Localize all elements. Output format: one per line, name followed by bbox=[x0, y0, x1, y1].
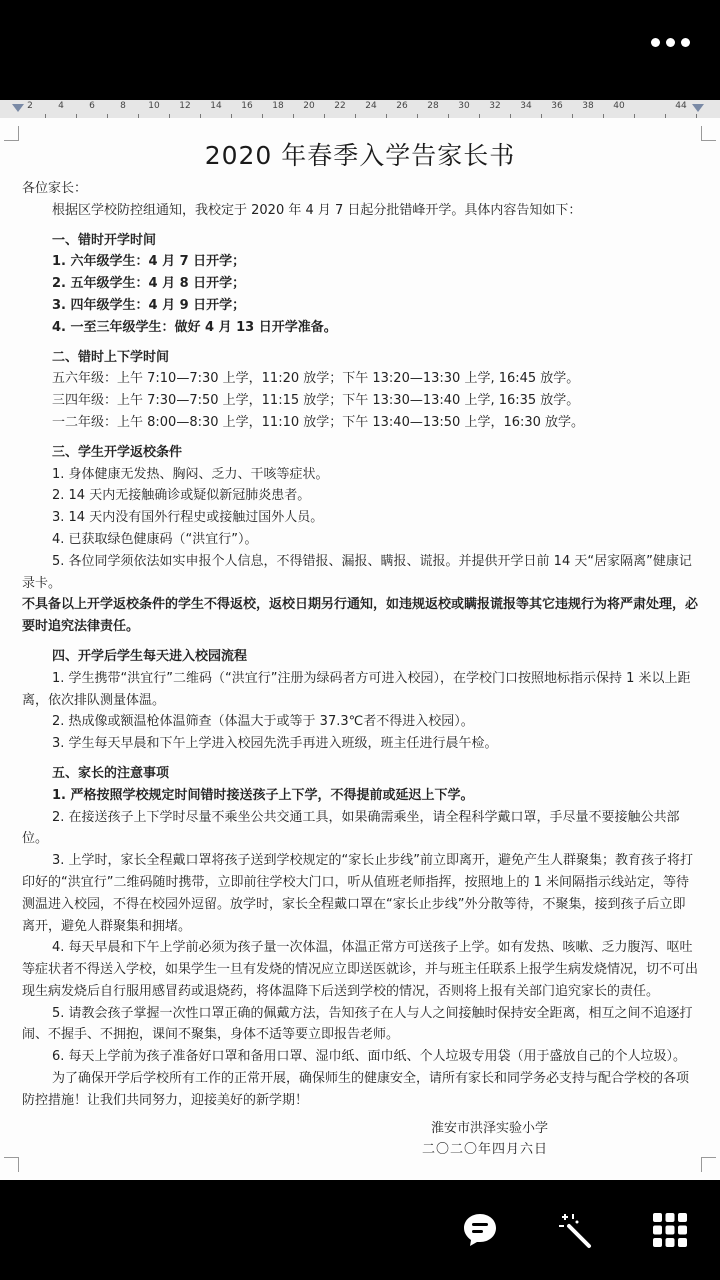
ruler-number: 30 bbox=[458, 101, 470, 111]
ruler-number: 4 bbox=[58, 101, 64, 111]
ruler-number: 26 bbox=[396, 101, 408, 111]
document-line: 3. 上学时，家长全程戴口罩将孩子送到学校规定的“家长止步线”前立即离开，避免产生人群聚集；教育孩子将打印好的“洪宜行”二维码随时携带，立即前往学校大门口，听从值班老师指挥，按照地上的 1 米间隔指示线站定，等待测温进入校园，不得在校园外逗留。放学时，家长全程戴口罩在“家长止步线”外分散等待，不聚集，接到孩子后立即离开，避免人群聚集和拥堵。 bbox=[22, 853, 694, 934]
ruler-number: 34 bbox=[520, 101, 532, 111]
ruler-number: 16 bbox=[241, 101, 253, 111]
edit-icon[interactable] bbox=[460, 1210, 500, 1250]
ruler-scale bbox=[20, 100, 720, 118]
document-line: 5. 各位同学须依法如实申报个人信息，不得错报、漏报、瞒报、谎报。并提供开学日前 14 天“居家隔离”健康记录卡。 bbox=[22, 553, 692, 591]
document-line: 不具备以上开学返校条件的学生不得返校，返校日期另行通知，如违规返校或瞒报谎报等其它违规行为将严肃处理，必要时追究法律责任。 bbox=[22, 597, 699, 635]
document-line: 各位家长： bbox=[22, 181, 88, 196]
ruler-number: 18 bbox=[272, 101, 284, 111]
document-body bbox=[22, 178, 698, 1112]
ruler-number: 6 bbox=[89, 101, 95, 111]
document-line: 为了确保开学后学校所有工作的正常开展，确保师生的健康安全，请所有家长和同学务必支持与配合学校的各项防控措施！让我们共同努力，迎接美好的新学期！ bbox=[22, 1071, 690, 1108]
document-line: 3. 14 天内没有国外行程史或接触过国外人员。 bbox=[52, 510, 324, 526]
ruler-number: 28 bbox=[427, 101, 439, 111]
document-line: 6. 每天上学前为孩子准备好口罩和备用口罩、湿巾纸、面巾纸、个人垃圾专用袋（用于盛放自己的个人垃圾）。 bbox=[52, 1049, 687, 1065]
document-line: 一二年级：上午 8:00—8:30 上学，11:10 放学；下午 13:40—13:50 上学，16:30 放学。 bbox=[52, 414, 585, 430]
document-content bbox=[22, 136, 698, 1161]
right-indent-marker[interactable] bbox=[692, 104, 704, 112]
ruler-number: 40 bbox=[613, 101, 625, 111]
document-page bbox=[0, 118, 720, 1180]
ruler-number: 38 bbox=[582, 101, 594, 111]
document-line: 5. 请教会孩子掌握一次性口罩正确的佩戴方法，告知孩子在人与人之间接触时保持安全距离，相互之间不追逐打闹、不握手、不拥抱，课间不聚集，身体不适等要立即报告老师。 bbox=[22, 1005, 693, 1043]
section-heading: 四、开学后学生每天进入校园流程 bbox=[52, 648, 248, 664]
signature-date: 二〇二〇年四月六日 bbox=[421, 1142, 548, 1158]
document-line: 根据区学校防控组通知，我校定于 2020 年 4 月 7 日起分批错峰开学。具体内容告知如下： bbox=[52, 202, 582, 218]
margin-corner-mark bbox=[4, 126, 19, 141]
section-heading: 一、错时开学时间 bbox=[52, 232, 157, 248]
ruler-number: 32 bbox=[489, 101, 501, 111]
grid-icon[interactable] bbox=[650, 1210, 690, 1250]
more-icon[interactable] bbox=[651, 38, 690, 52]
document-line: 2. 热成像或额温枪体温筛查（体温大于或等于 37.3℃者不得进入校园）。 bbox=[52, 714, 474, 730]
ruler-number: 2 bbox=[27, 101, 33, 111]
margin-corner-mark bbox=[4, 1157, 19, 1172]
top-bar bbox=[0, 0, 720, 100]
document-line: 4. 已获取绿色健康码（“洪宜行”）。 bbox=[52, 531, 258, 547]
document-line: 1. 严格按照学校规定时间错时接送孩子上下学，不得提前或延迟上下学。 bbox=[52, 787, 474, 803]
document-line: 1. 身体健康无发热、胸闷、乏力、干咳等症状。 bbox=[52, 466, 329, 482]
margin-corner-mark bbox=[701, 126, 716, 141]
section-heading: 二、错时上下学时间 bbox=[52, 349, 170, 365]
document-line: 2. 在接送孩子上下学时尽量不乘坐公共交通工具，如果确需乘坐，请全程科学戴口罩，手尽量不要接触公共部位。 bbox=[22, 809, 680, 847]
document-line: 三四年级：上午 7:30—7:50 上学，11:15 放学；下午 13:30—13:40 上学, 16:35 放学。 bbox=[52, 393, 580, 409]
ruler-number: 24 bbox=[365, 101, 377, 111]
ruler-number: 10 bbox=[148, 101, 160, 111]
document-line: 2. 14 天内无接触确诊或疑似新冠肺炎患者。 bbox=[52, 488, 311, 504]
ruler-number: 36 bbox=[551, 101, 563, 111]
document-line: 1. 六年级学生：4 月 7 日开学； bbox=[52, 254, 246, 270]
magic-wand-icon[interactable] bbox=[555, 1210, 595, 1250]
section-heading: 五、家长的注意事项 bbox=[52, 765, 170, 781]
document-line: 1. 学生携带“洪宜行”二维码（“洪宜行”注册为绿码者方可进入校园），在学校门口按照地标指示保持 1 米以上距离，依次排队测量体温。 bbox=[22, 670, 691, 708]
ruler-number: 12 bbox=[179, 101, 191, 111]
document-line: 五六年级：上午 7:10—7:30 上学，11:20 放学；下午 13:20—13:30 上学, 16:45 放学。 bbox=[52, 371, 580, 387]
ruler-number: 22 bbox=[334, 101, 346, 111]
ruler-number: 14 bbox=[210, 101, 222, 111]
ruler-number: 44 bbox=[675, 101, 687, 111]
section-heading: 三、学生开学返校条件 bbox=[52, 444, 183, 460]
document-line: 2. 五年级学生：4 月 8 日开学； bbox=[52, 276, 246, 292]
ruler-number: 8 bbox=[120, 101, 126, 111]
document-line: 3. 学生每天早晨和下午上学进入校园先洗手再进入班级，班主任进行晨午检。 bbox=[52, 736, 498, 752]
ruler-number: 20 bbox=[303, 101, 315, 111]
document-title: 2020 年春季入学告家长书 bbox=[204, 141, 516, 170]
document-line: 3. 四年级学生：4 月 9 日开学； bbox=[52, 297, 246, 313]
signature-school: 淮安市洪泽实验小学 bbox=[430, 1120, 548, 1136]
margin-corner-mark bbox=[701, 1157, 716, 1172]
document-line: 4. 一至三年级学生：做好 4 月 13 日开学准备。 bbox=[52, 319, 337, 335]
document-line: 4. 每天早晨和下午上学前必须为孩子量一次体温，体温正常方可送孩子上学。如有发热、咳嗽、乏力腹泻、呕吐等症状者不得送入学校，如果学生一旦有发烧的情况应立即送医就诊，并与班主任联系上报学生病发烧情况，切不可出现生病发烧后自行服用感冒药或退烧药，将体温降下后送到学校的情况，否则将上报有关部门追究家长的责任。 bbox=[22, 940, 699, 999]
ruler bbox=[0, 100, 720, 119]
bottom-toolbar bbox=[0, 1180, 720, 1280]
